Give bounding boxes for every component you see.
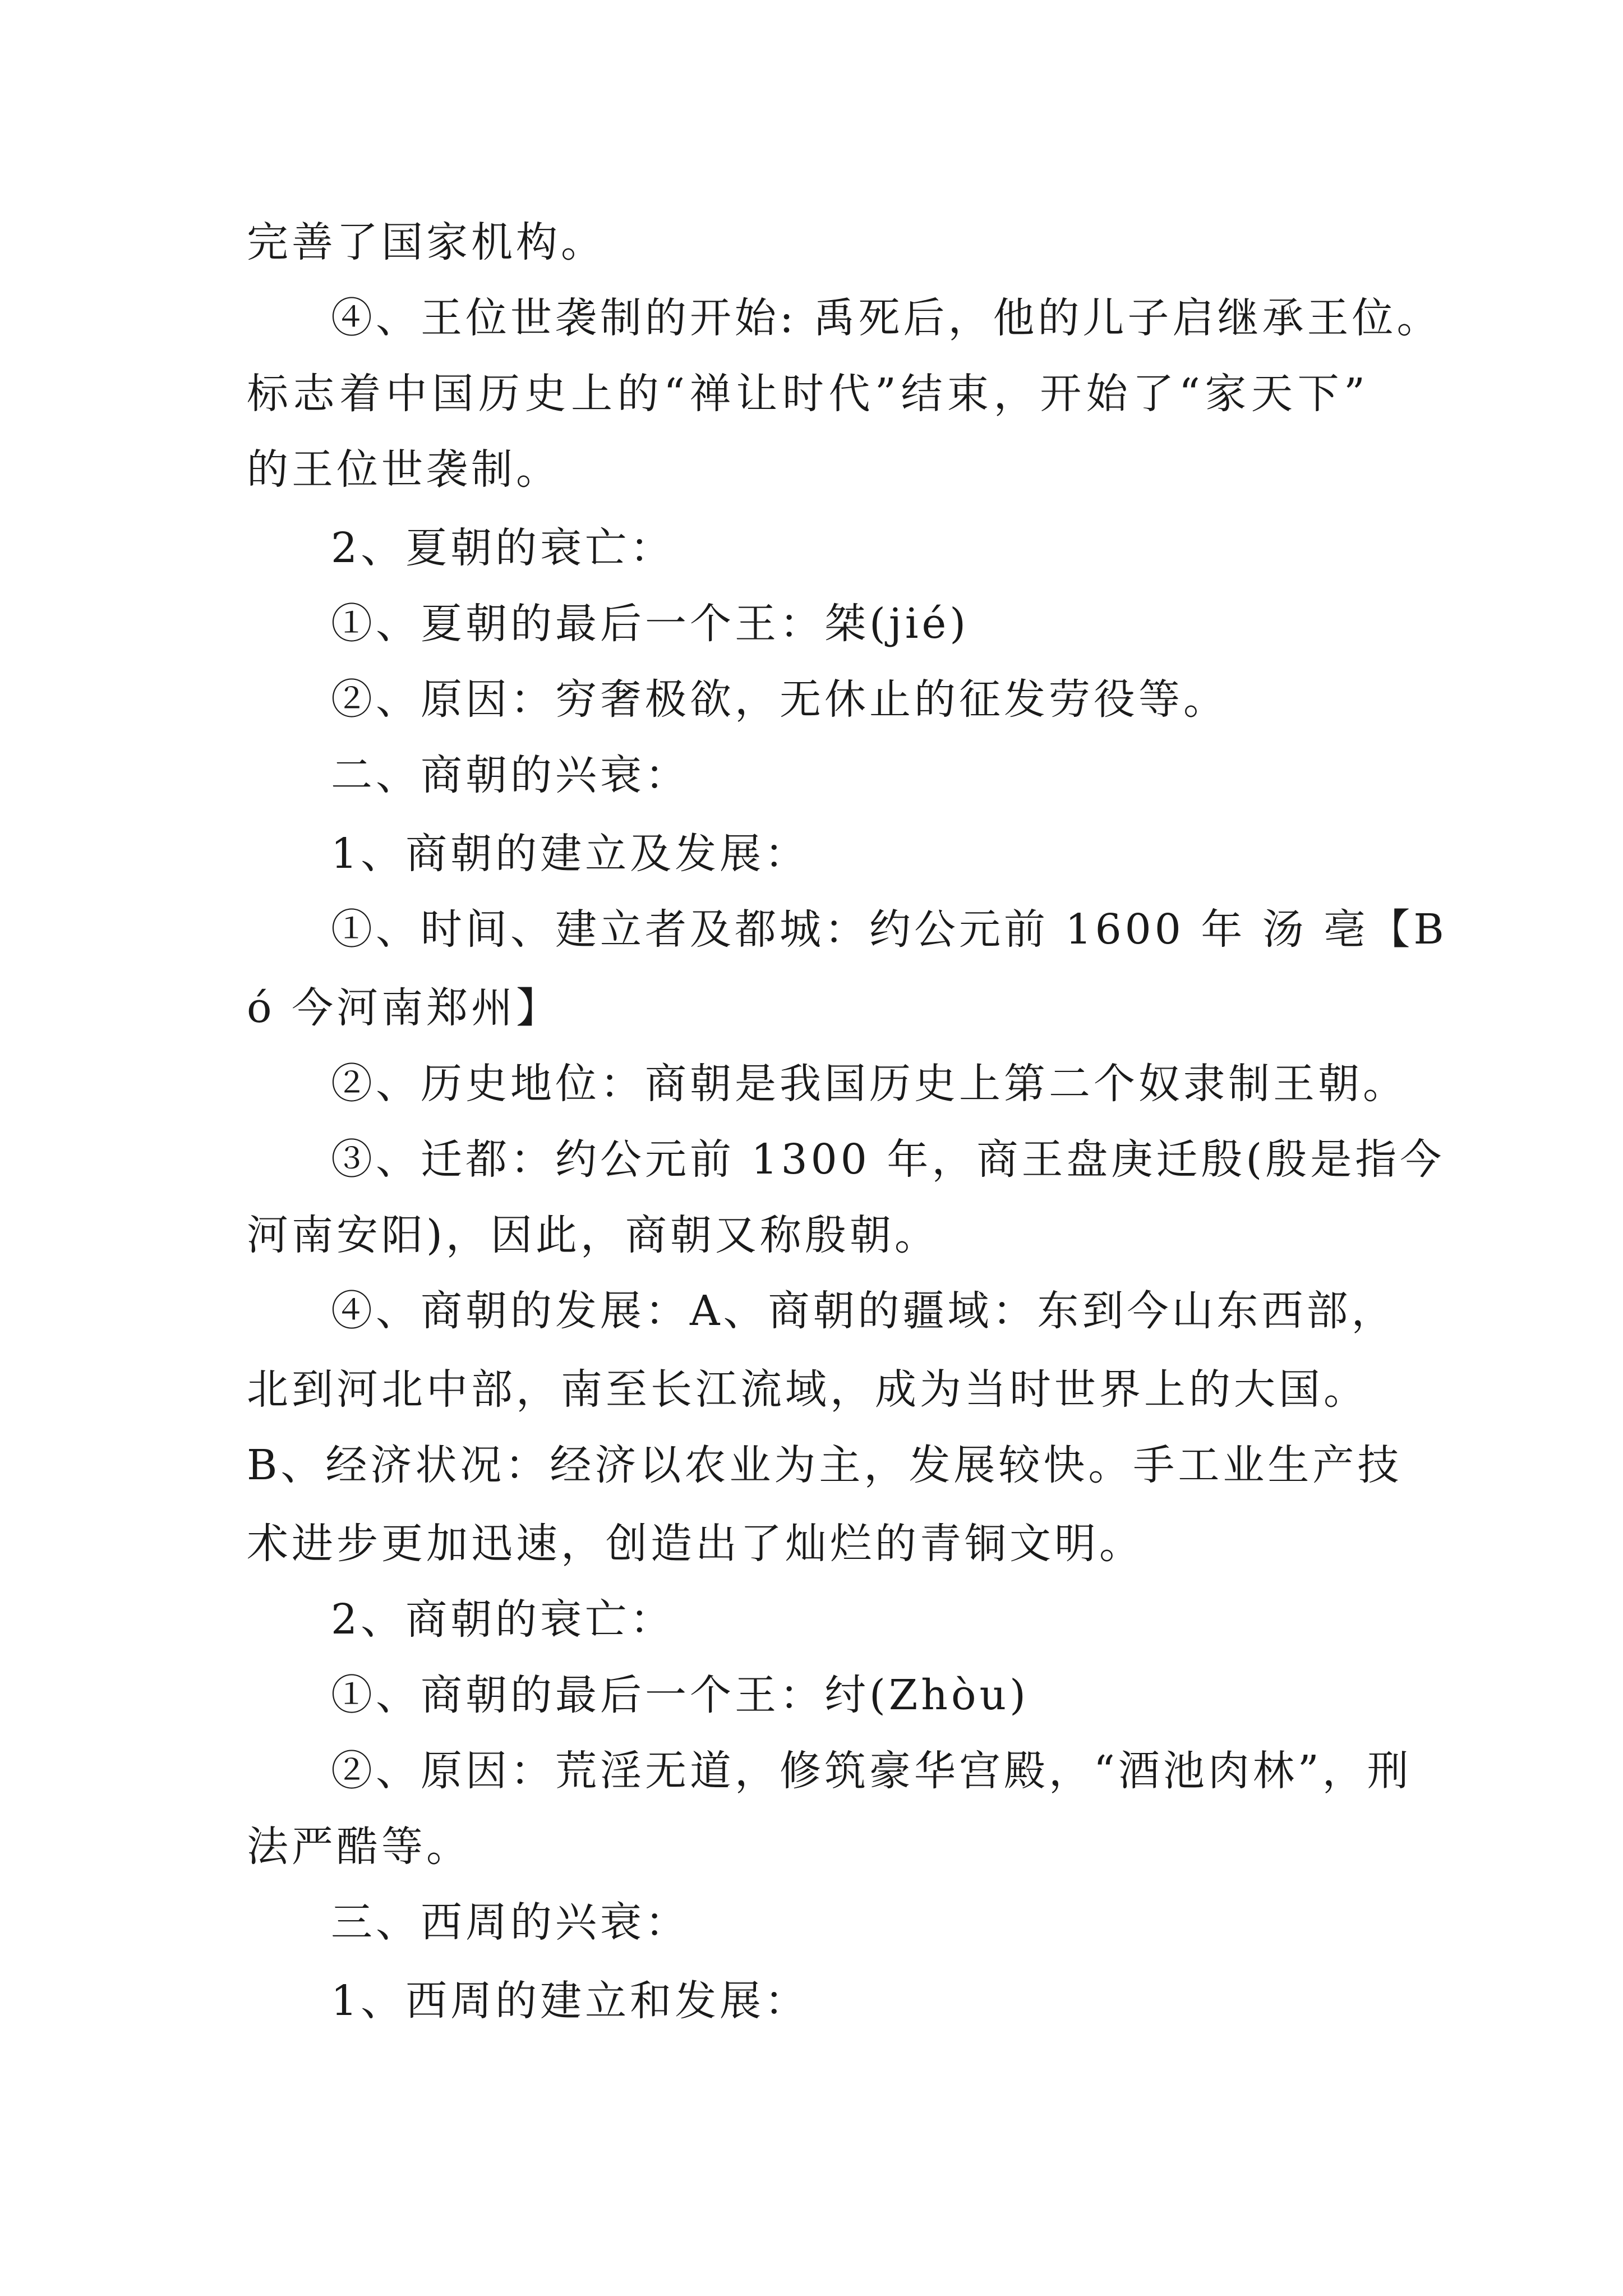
text-line: 完善了国家机构。 — [247, 218, 606, 266]
text-line: 术进步更加迅速，创造出了灿烂的青铜文明。 — [247, 1520, 1144, 1568]
text-line: ④、商朝的发展：A、商朝的疆域：东到今山东西部， — [331, 1287, 1396, 1335]
section-heading: 三、西周的兴衰： — [331, 1898, 690, 1947]
text-line: 河南安阳)，因此，商朝又称殷朝。 — [247, 1211, 939, 1259]
text-line: 北到河北中部，南至长江流域，成为当时世界上的大国。 — [247, 1365, 1368, 1414]
text-line: 2、商朝的衰亡： — [331, 1595, 675, 1644]
text-line: ③、迁都：约公元前 1300 年，商王盘庚迁殷(殷是指今 — [331, 1135, 1445, 1184]
text-line: 标志着中国历史上的“禅让时代”结束，开始了“家天下” — [247, 370, 1368, 418]
text-line: ②、原因：荒淫无道，修筑豪华宫殿，“酒池肉林”，刑 — [331, 1747, 1412, 1795]
text-line: ②、原因：穷奢极欲，无休止的征发劳役等。 — [331, 675, 1228, 724]
section-heading: 二、商朝的兴衰： — [331, 751, 690, 799]
text-line: ①、夏朝的最后一个王：桀(jié) — [331, 600, 970, 648]
text-line: B、经济状况：经济以农业为主，发展较快。手工业生产技 — [247, 1441, 1403, 1489]
text-line: 2、夏朝的衰亡： — [331, 524, 675, 572]
text-line: ①、时间、建立者及都城：约公元前 1600 年 汤 亳【B — [331, 905, 1447, 954]
text-line: 法严酷等。 — [247, 1823, 471, 1871]
text-line: 1、商朝的建立及发展： — [331, 830, 810, 878]
text-line: 的王位世袭制。 — [247, 445, 561, 494]
text-line: ó 今河南郑州】 — [247, 984, 561, 1032]
text-line: ④、王位世袭制的开始: 禹死后，他的儿子启继承王位。 — [331, 294, 1442, 342]
text-line: ①、商朝的最后一个王：纣(Zhòu) — [331, 1671, 1030, 1719]
text-line: ②、历史地位：商朝是我国历史上第二个奴隶制王朝。 — [331, 1060, 1408, 1108]
text-line: 1、西周的建立和发展： — [331, 1977, 810, 2025]
